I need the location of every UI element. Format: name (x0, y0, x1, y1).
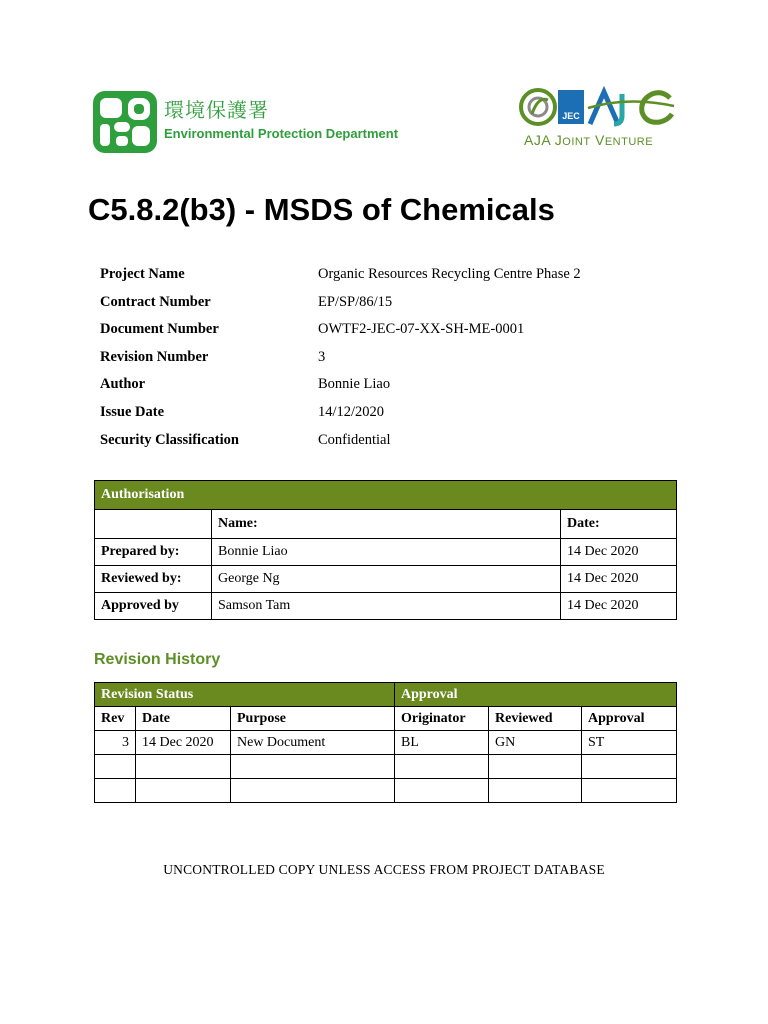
reviewed-cell: GN (489, 731, 582, 755)
aja-name-lead: AJA J (524, 132, 563, 148)
aja-joint-venture-logo (518, 86, 678, 152)
aja-name-venture-small: ENTURE (604, 136, 654, 148)
authorisation-table (94, 480, 677, 620)
info-value: 3 (318, 348, 326, 365)
date-cell: 14 Dec 2020 (561, 566, 677, 593)
table-row (95, 755, 677, 779)
purpose-cell: New Document (231, 731, 395, 755)
originator-cell: BL (395, 731, 489, 755)
info-label: Revision Number (100, 348, 209, 365)
epd-logo (92, 90, 412, 156)
jec-mark-text: JEC (562, 111, 580, 121)
purpose-column-header: Purpose (231, 707, 395, 731)
info-row-revision-number (100, 349, 660, 377)
table-row (95, 593, 677, 620)
date-cell (136, 755, 231, 779)
info-value: EP/SP/86/15 (318, 293, 393, 310)
epd-chinese-name: 環境保護署 (164, 98, 269, 122)
revision-history-table (94, 682, 677, 803)
revision-group-header-row (95, 683, 677, 707)
revision-column-header-row (95, 707, 677, 731)
aja-joint-venture-name (524, 132, 653, 148)
approval-group-header: Approval (395, 683, 677, 707)
revision-history-heading: Revision History (94, 651, 221, 668)
originator-cell (395, 755, 489, 779)
reviewed-cell (489, 755, 582, 779)
rev-cell (95, 755, 136, 779)
reviewed-cell (489, 779, 582, 803)
epd-emblem-icon (92, 90, 158, 154)
info-label: Issue Date (100, 403, 165, 420)
approval-cell (582, 755, 677, 779)
table-row (95, 779, 677, 803)
document-info (100, 266, 660, 459)
authorisation-column-row (95, 510, 677, 539)
info-row-security-classification (100, 432, 660, 460)
authorisation-header-row (95, 481, 677, 510)
date-cell: 14 Dec 2020 (136, 731, 231, 755)
approval-cell (582, 779, 677, 803)
name-cell: George Ng (212, 566, 561, 593)
date-column-header: Date (136, 707, 231, 731)
rev-cell (95, 779, 136, 803)
date-cell: 14 Dec 2020 (561, 593, 677, 620)
revision-status-group-header: Revision Status (95, 683, 395, 707)
table-row (95, 539, 677, 566)
info-value: Organic Resources Recycling Centre Phase 2 (318, 266, 581, 282)
uncontrolled-copy-notice: UNCONTROLLED COPY UNLESS ACCESS FROM PROJECT DATABASE (163, 862, 605, 877)
document-title: C5.8.2(b3) - MSDS of Chemicals (88, 192, 555, 227)
info-label: Project Name (100, 266, 185, 282)
role-cell: Prepared by: (95, 539, 212, 566)
info-row-issue-date (100, 404, 660, 432)
ajc-emblem-icon (518, 86, 678, 130)
approval-column-header: Approval (582, 707, 677, 731)
reviewed-column-header: Reviewed (489, 707, 582, 731)
name-cell: Bonnie Liao (212, 539, 561, 566)
info-row-project-name (100, 266, 660, 294)
aja-name-v: V (590, 132, 605, 148)
purpose-cell (231, 755, 395, 779)
empty-cell (95, 510, 212, 539)
info-label: Contract Number (100, 293, 211, 310)
info-row-author (100, 376, 660, 404)
authorisation-heading: Authorisation (95, 481, 677, 510)
info-value: Confidential (318, 431, 391, 448)
name-column-header: Name: (212, 510, 561, 539)
info-label: Author (100, 376, 146, 393)
info-value: 14/12/2020 (318, 403, 385, 420)
originator-column-header: Originator (395, 707, 489, 731)
name-cell: Samson Tam (212, 593, 561, 620)
table-row (95, 731, 677, 755)
role-cell: Approved by (95, 593, 212, 620)
info-value: Bonnie Liao (318, 376, 391, 393)
aja-name-joint-small: OINT (562, 136, 591, 148)
originator-cell (395, 779, 489, 803)
role-cell: Reviewed by: (95, 566, 212, 593)
info-value: OWTF2-JEC-07-XX-SH-ME-0001 (318, 321, 525, 338)
rev-column-header: Rev (95, 707, 136, 731)
date-cell: 14 Dec 2020 (561, 539, 677, 566)
rev-cell: 3 (95, 731, 136, 755)
info-row-contract-number (100, 294, 660, 322)
info-row-document-number (100, 321, 660, 349)
info-label: Document Number (100, 321, 219, 338)
date-column-header: Date: (561, 510, 677, 539)
date-cell (136, 779, 231, 803)
table-row (95, 566, 677, 593)
info-label: Security Classification (100, 431, 239, 448)
epd-english-name: Environmental Protection Department (164, 126, 399, 141)
purpose-cell (231, 779, 395, 803)
approval-cell: ST (582, 731, 677, 755)
